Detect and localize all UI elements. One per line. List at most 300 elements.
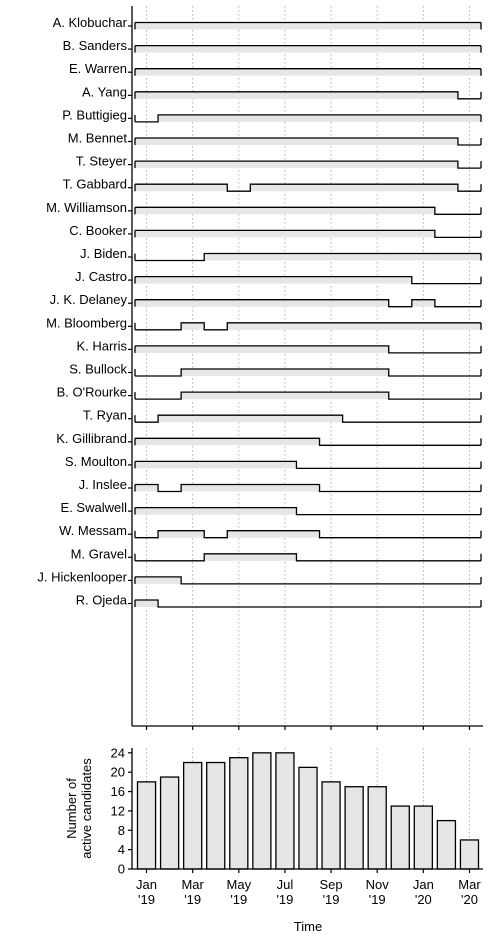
- active-period: [366, 23, 389, 30]
- active-period: [204, 461, 227, 468]
- candidate-label: T. Ryan: [82, 407, 127, 423]
- active-period: [181, 207, 204, 214]
- active-period: [296, 254, 319, 261]
- active-period: [296, 485, 319, 492]
- x-tick-year: '19: [368, 892, 386, 907]
- active-period: [412, 230, 435, 237]
- candidate-row: [63, 177, 481, 192]
- candidate-row: [46, 315, 481, 330]
- active-period: [227, 69, 250, 76]
- active-period: [366, 115, 389, 122]
- active-period: [343, 323, 366, 330]
- active-period: [366, 277, 389, 284]
- active-period: [389, 254, 412, 261]
- active-period: [412, 161, 435, 168]
- active-period: [296, 207, 319, 214]
- active-period: [135, 461, 158, 468]
- active-period: [366, 184, 389, 191]
- active-period: [389, 115, 412, 122]
- active-period: [135, 600, 158, 607]
- active-period: [412, 184, 435, 191]
- active-period: [181, 92, 204, 99]
- active-period: [320, 369, 343, 376]
- active-period: [389, 138, 412, 145]
- active-period: [204, 300, 227, 307]
- candidate-row: [63, 38, 482, 53]
- active-period: [412, 323, 435, 330]
- active-period: [158, 508, 181, 515]
- active-period: [389, 207, 412, 214]
- active-period: [250, 300, 273, 307]
- active-period: [458, 323, 481, 330]
- active-period: [296, 161, 319, 168]
- x-tick-month: Mar: [458, 877, 481, 892]
- active-period: [135, 577, 158, 584]
- candidate-row: [76, 593, 481, 608]
- active-period: [204, 230, 227, 237]
- active-period: [227, 254, 250, 261]
- active-period: [296, 369, 319, 376]
- active-period: [458, 254, 481, 261]
- bar: [391, 806, 409, 869]
- active-period: [273, 300, 296, 307]
- active-period: [181, 300, 204, 307]
- active-period: [181, 115, 204, 122]
- active-period: [296, 23, 319, 30]
- candidate-row: [69, 362, 481, 377]
- candidate-label: J. Hickenlooper: [37, 569, 127, 585]
- active-period: [273, 415, 296, 422]
- x-tick-year: '19: [230, 892, 248, 907]
- active-period: [250, 115, 273, 122]
- active-period: [458, 46, 481, 53]
- active-period: [296, 415, 319, 422]
- active-period: [250, 46, 273, 53]
- active-period: [204, 46, 227, 53]
- active-period: [204, 92, 227, 99]
- active-period: [135, 230, 158, 237]
- active-period: [273, 392, 296, 399]
- candidate-row: [83, 408, 481, 423]
- bar: [207, 763, 225, 869]
- x-tick-month: Sep: [319, 877, 343, 892]
- active-period: [343, 207, 366, 214]
- active-period: [250, 346, 273, 353]
- candidate-step-line: [135, 577, 481, 584]
- active-period: [227, 323, 250, 330]
- candidate-row: [62, 107, 481, 122]
- candidate-label: T. Steyer: [75, 153, 127, 169]
- active-period: [227, 461, 250, 468]
- bar-y-tick-label: 12: [110, 803, 125, 819]
- active-period: [273, 461, 296, 468]
- active-period: [366, 230, 389, 237]
- active-period: [435, 92, 458, 99]
- active-period: [320, 300, 343, 307]
- active-period: [320, 115, 343, 122]
- active-period: [273, 531, 296, 538]
- active-period: [158, 161, 181, 168]
- active-period: [343, 23, 366, 30]
- active-period: [204, 69, 227, 76]
- active-period: [320, 346, 343, 353]
- x-tick-year: '19: [276, 892, 294, 907]
- active-period: [250, 230, 273, 237]
- active-period: [250, 277, 273, 284]
- active-period: [181, 346, 204, 353]
- active-period: [204, 161, 227, 168]
- active-period: [320, 184, 343, 191]
- active-period: [181, 323, 204, 330]
- active-period: [412, 138, 435, 145]
- active-period: [343, 369, 366, 376]
- active-period: [135, 69, 158, 76]
- x-tick-month: Mar: [181, 877, 204, 892]
- active-period: [366, 369, 389, 376]
- active-period: [343, 138, 366, 145]
- active-period: [273, 207, 296, 214]
- active-period: [250, 369, 273, 376]
- candidate-row: [56, 431, 481, 446]
- active-period: [181, 69, 204, 76]
- candidate-label: J. Inslee: [78, 477, 127, 492]
- active-period: [296, 300, 319, 307]
- bar: [437, 821, 455, 869]
- x-axis-title: Time: [293, 919, 323, 934]
- candidate-label: J. Biden: [80, 246, 127, 261]
- active-period: [412, 92, 435, 99]
- active-period: [435, 323, 458, 330]
- active-period: [296, 346, 319, 353]
- active-period: [320, 415, 343, 422]
- active-period: [250, 138, 273, 145]
- bar: [345, 787, 363, 869]
- active-period: [412, 46, 435, 53]
- active-period: [320, 161, 343, 168]
- active-period: [273, 92, 296, 99]
- active-period: [458, 69, 481, 76]
- active-period: [366, 254, 389, 261]
- active-period: [227, 207, 250, 214]
- x-tick-year: '19: [184, 892, 202, 907]
- candidate-row: [75, 269, 481, 284]
- active-period: [296, 92, 319, 99]
- active-period: [320, 46, 343, 53]
- active-period: [320, 254, 343, 261]
- active-period: [204, 415, 227, 422]
- active-period: [250, 207, 273, 214]
- active-period: [389, 69, 412, 76]
- active-period: [273, 69, 296, 76]
- active-period: [389, 184, 412, 191]
- bar-y-tick-label: 20: [110, 764, 125, 780]
- active-period: [158, 300, 181, 307]
- active-period: [389, 23, 412, 30]
- active-period: [204, 138, 227, 145]
- active-period: [227, 92, 250, 99]
- bar-y-tick-label: 0: [117, 861, 125, 877]
- x-tick-year: '20: [414, 892, 432, 907]
- active-period: [158, 461, 181, 468]
- active-period: [204, 369, 227, 376]
- active-period: [343, 161, 366, 168]
- candidate-row: [65, 454, 481, 469]
- active-period: [273, 184, 296, 191]
- x-tick-year: '20: [460, 892, 478, 907]
- candidate-label: A. Klobuchar: [52, 15, 127, 30]
- active-period: [135, 138, 158, 145]
- active-period: [389, 277, 412, 284]
- active-period: [250, 23, 273, 30]
- active-period: [320, 92, 343, 99]
- active-period: [273, 438, 296, 445]
- active-period: [204, 23, 227, 30]
- candidate-label: E. Swalwell: [60, 500, 127, 516]
- candidate-step-line: [135, 554, 481, 561]
- active-period: [135, 300, 158, 307]
- active-period: [366, 300, 389, 307]
- candidate-label: K. Harris: [76, 338, 127, 354]
- active-period: [250, 92, 273, 99]
- active-period: [181, 23, 204, 30]
- active-period: [435, 46, 458, 53]
- bar: [184, 763, 202, 869]
- active-period: [204, 392, 227, 399]
- active-period: [158, 138, 181, 145]
- candidate-label: S. Moulton: [64, 453, 127, 469]
- active-period: [389, 46, 412, 53]
- active-period: [227, 369, 250, 376]
- candidate-label: J. K. Delaney: [49, 292, 127, 308]
- x-tick-year: '19: [322, 892, 340, 907]
- bar: [460, 840, 478, 869]
- active-period: [389, 92, 412, 99]
- active-period: [181, 184, 204, 191]
- candidate-row: [82, 84, 481, 99]
- active-period: [250, 161, 273, 168]
- active-period: [181, 531, 204, 538]
- active-period: [435, 23, 458, 30]
- active-period: [204, 277, 227, 284]
- active-period: [366, 69, 389, 76]
- active-period: [273, 323, 296, 330]
- active-period: [250, 392, 273, 399]
- active-period: [227, 346, 250, 353]
- active-period: [135, 184, 158, 191]
- active-period: [227, 392, 250, 399]
- active-period: [435, 184, 458, 191]
- active-period: [320, 323, 343, 330]
- active-period: [296, 392, 319, 399]
- active-period: [135, 161, 158, 168]
- active-period: [273, 554, 296, 561]
- active-period: [227, 46, 250, 53]
- candidate-step-line: [135, 600, 481, 607]
- active-period: [135, 46, 158, 53]
- active-period: [227, 277, 250, 284]
- active-period: [158, 346, 181, 353]
- active-period: [320, 207, 343, 214]
- x-tick-month: Nov: [365, 877, 389, 892]
- active-period: [204, 438, 227, 445]
- active-period: [273, 254, 296, 261]
- active-period: [273, 230, 296, 237]
- active-period: [227, 531, 250, 538]
- active-period: [227, 415, 250, 422]
- active-period: [320, 138, 343, 145]
- candidate-row: [50, 292, 481, 307]
- active-period: [204, 207, 227, 214]
- active-period: [343, 115, 366, 122]
- candidate-label: M. Gravel: [70, 546, 127, 562]
- active-period: [320, 230, 343, 237]
- candidate-row: [68, 131, 481, 146]
- active-period: [296, 115, 319, 122]
- active-period: [227, 554, 250, 561]
- active-period: [343, 184, 366, 191]
- candidate-label: B. O'Rourke: [56, 384, 127, 400]
- bar: [253, 753, 271, 869]
- active-period: [227, 300, 250, 307]
- active-period: [273, 508, 296, 515]
- active-period: [135, 485, 158, 492]
- active-period: [273, 485, 296, 492]
- active-period: [412, 254, 435, 261]
- active-period: [343, 277, 366, 284]
- active-period: [227, 161, 250, 168]
- active-period: [250, 415, 273, 422]
- active-period: [158, 438, 181, 445]
- bar: [161, 777, 179, 869]
- active-period: [320, 23, 343, 30]
- active-period: [250, 485, 273, 492]
- candidate-label: P. Buttigieg: [62, 107, 127, 123]
- active-period: [435, 69, 458, 76]
- active-period: [250, 69, 273, 76]
- active-period: [458, 115, 481, 122]
- candidate-label: B. Sanders: [62, 38, 127, 54]
- active-period: [250, 184, 273, 191]
- active-period: [273, 138, 296, 145]
- timeline-rows: [37, 15, 481, 608]
- bar-series: [138, 753, 479, 869]
- active-period: [343, 300, 366, 307]
- active-period: [320, 69, 343, 76]
- active-period: [296, 184, 319, 191]
- bar: [414, 806, 432, 869]
- candidate-row: [76, 154, 481, 169]
- candidate-label: A. Yang: [81, 84, 127, 100]
- active-period: [204, 254, 227, 261]
- active-period: [296, 438, 319, 445]
- active-period: [366, 92, 389, 99]
- active-period: [389, 323, 412, 330]
- active-period: [158, 277, 181, 284]
- candidate-row: [59, 523, 481, 538]
- active-period: [227, 508, 250, 515]
- active-period: [296, 46, 319, 53]
- x-tick-year: '19: [138, 892, 156, 907]
- active-period: [250, 323, 273, 330]
- active-period: [135, 508, 158, 515]
- active-period: [204, 485, 227, 492]
- active-period: [458, 23, 481, 30]
- y-axis-title-line1: Number of: [64, 778, 79, 839]
- active-period: [158, 69, 181, 76]
- candidate-label: M. Bennet: [67, 130, 127, 146]
- active-period: [158, 531, 181, 538]
- active-period: [320, 277, 343, 284]
- active-period: [435, 254, 458, 261]
- active-period: [181, 485, 204, 492]
- candidate-label: S. Bullock: [69, 361, 127, 377]
- active-period: [273, 115, 296, 122]
- active-period: [366, 392, 389, 399]
- bar: [368, 787, 386, 869]
- active-period: [181, 461, 204, 468]
- candidate-label: M. Williamson: [46, 199, 127, 215]
- active-period: [366, 138, 389, 145]
- active-period: [135, 277, 158, 284]
- active-period: [296, 277, 319, 284]
- active-period: [181, 138, 204, 145]
- active-period: [181, 230, 204, 237]
- active-period: [366, 46, 389, 53]
- active-period: [412, 69, 435, 76]
- bar-y-tick-label: 24: [110, 745, 125, 761]
- active-period: [273, 161, 296, 168]
- active-period: [296, 69, 319, 76]
- candidate-row: [46, 200, 481, 215]
- active-period: [250, 438, 273, 445]
- candidate-row: [53, 15, 482, 30]
- candidate-label: T. Gabbard: [62, 176, 127, 192]
- active-period: [158, 115, 181, 122]
- active-period: [343, 46, 366, 53]
- active-period: [366, 346, 389, 353]
- active-period: [158, 207, 181, 214]
- bar: [230, 758, 248, 869]
- active-period: [135, 23, 158, 30]
- active-period: [135, 346, 158, 353]
- candidate-row: [79, 477, 481, 492]
- active-period: [412, 207, 435, 214]
- active-period: [343, 92, 366, 99]
- y-axis-title-line2: active candidates: [79, 758, 94, 859]
- active-period: [181, 415, 204, 422]
- active-period: [181, 392, 204, 399]
- active-period: [435, 161, 458, 168]
- candidate-label: M. Bloomberg: [46, 315, 127, 331]
- bar: [299, 767, 317, 869]
- active-period: [227, 115, 250, 122]
- candidate-label: J. Castro: [74, 269, 127, 285]
- active-period: [135, 92, 158, 99]
- active-period: [273, 369, 296, 376]
- active-period: [273, 46, 296, 53]
- candidate-row: [57, 385, 481, 400]
- x-tick-month: May: [226, 877, 252, 892]
- active-period: [250, 554, 273, 561]
- candidate-row: [76, 338, 481, 353]
- active-period: [343, 346, 366, 353]
- active-period: [135, 438, 158, 445]
- active-period: [158, 415, 181, 422]
- active-period: [412, 300, 435, 307]
- active-period: [204, 346, 227, 353]
- timeline-gridlines: [147, 6, 470, 726]
- active-period: [389, 230, 412, 237]
